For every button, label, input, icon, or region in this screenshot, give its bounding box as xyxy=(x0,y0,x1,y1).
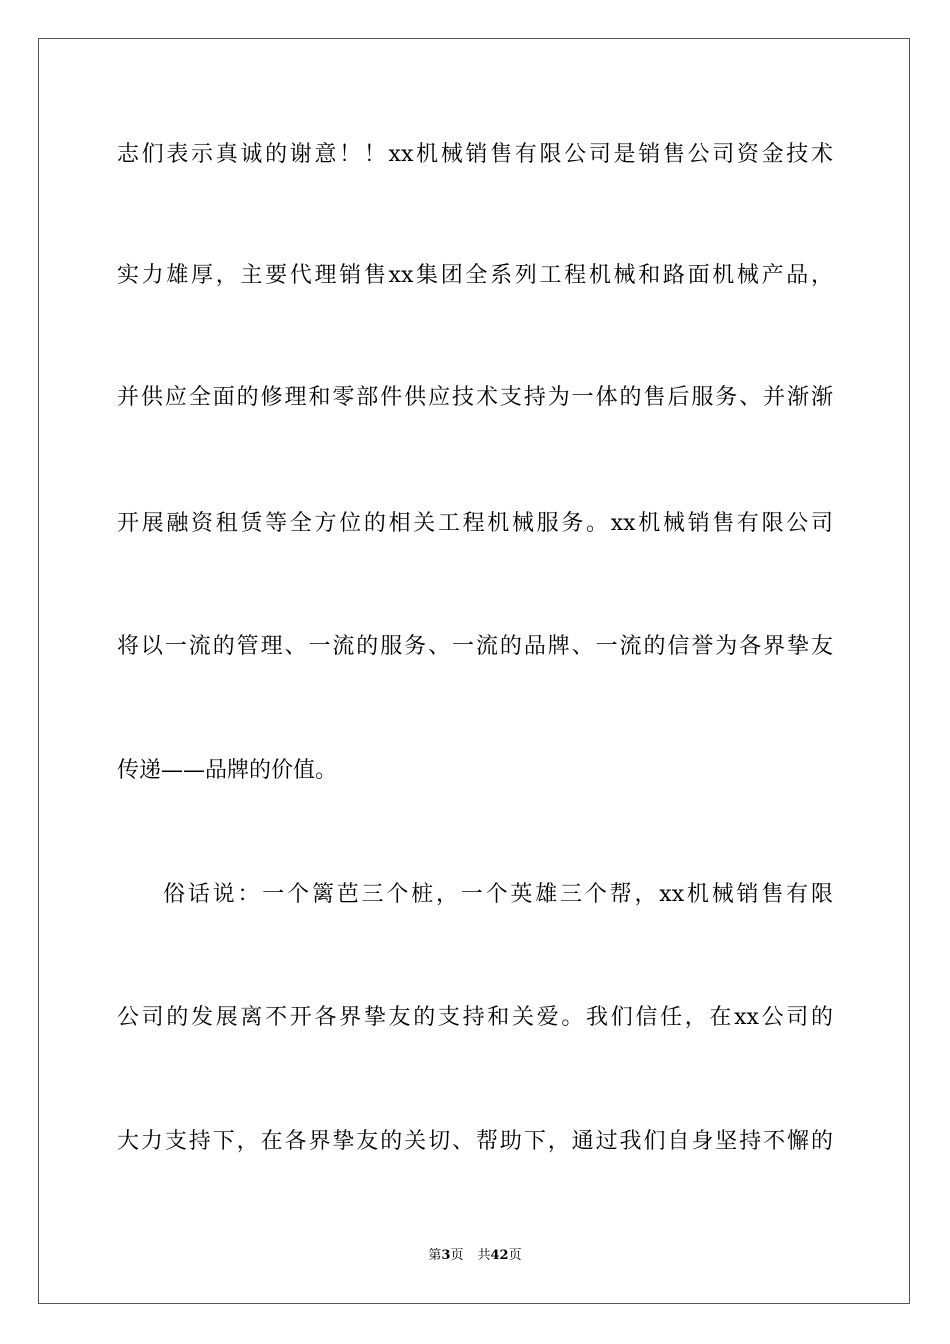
body-line-2: 实力雄厚，主要代理销售xx集团全系列工程机械和路面机械产品， xyxy=(117,263,833,288)
body-line-6: 传递——品牌的价值。 xyxy=(117,758,338,783)
body-line-4: 开展融资租赁等全方位的相关工程机械服务。xx机械销售有限公司 xyxy=(117,511,833,536)
body-line-7: 俗话说：一个篱芭三个桩，一个英雄三个帮，xx机械销售有限 xyxy=(163,882,833,907)
page-border xyxy=(38,38,910,1304)
page-prefix: 第 xyxy=(428,1248,442,1263)
body-line-3: 并供应全面的修理和零部件供应技术支持为一体的售后服务、并渐渐 xyxy=(117,385,833,410)
total-pages: 42 xyxy=(490,1248,509,1263)
body-line-5: 将以一流的管理、一流的服务、一流的品牌、一流的信誉为各界挚友 xyxy=(117,634,833,659)
body-line-8: 公司的发展离不开各界挚友的支持和关爱。我们信任，在xx公司的 xyxy=(117,1005,833,1030)
page-suffix: 页 xyxy=(450,1248,464,1263)
page-footer xyxy=(0,1247,950,1265)
total-suffix: 页 xyxy=(508,1248,522,1263)
total-prefix: 共 xyxy=(477,1248,491,1263)
body-line-9: 大力支持下，在各界挚友的关切、帮助下，通过我们自身坚持不懈的 xyxy=(117,1129,833,1154)
body-line-1: 志们表示真诚的谢意！！xx机械销售有限公司是销售公司资金技术 xyxy=(117,142,833,167)
page-number: 3 xyxy=(441,1248,451,1263)
